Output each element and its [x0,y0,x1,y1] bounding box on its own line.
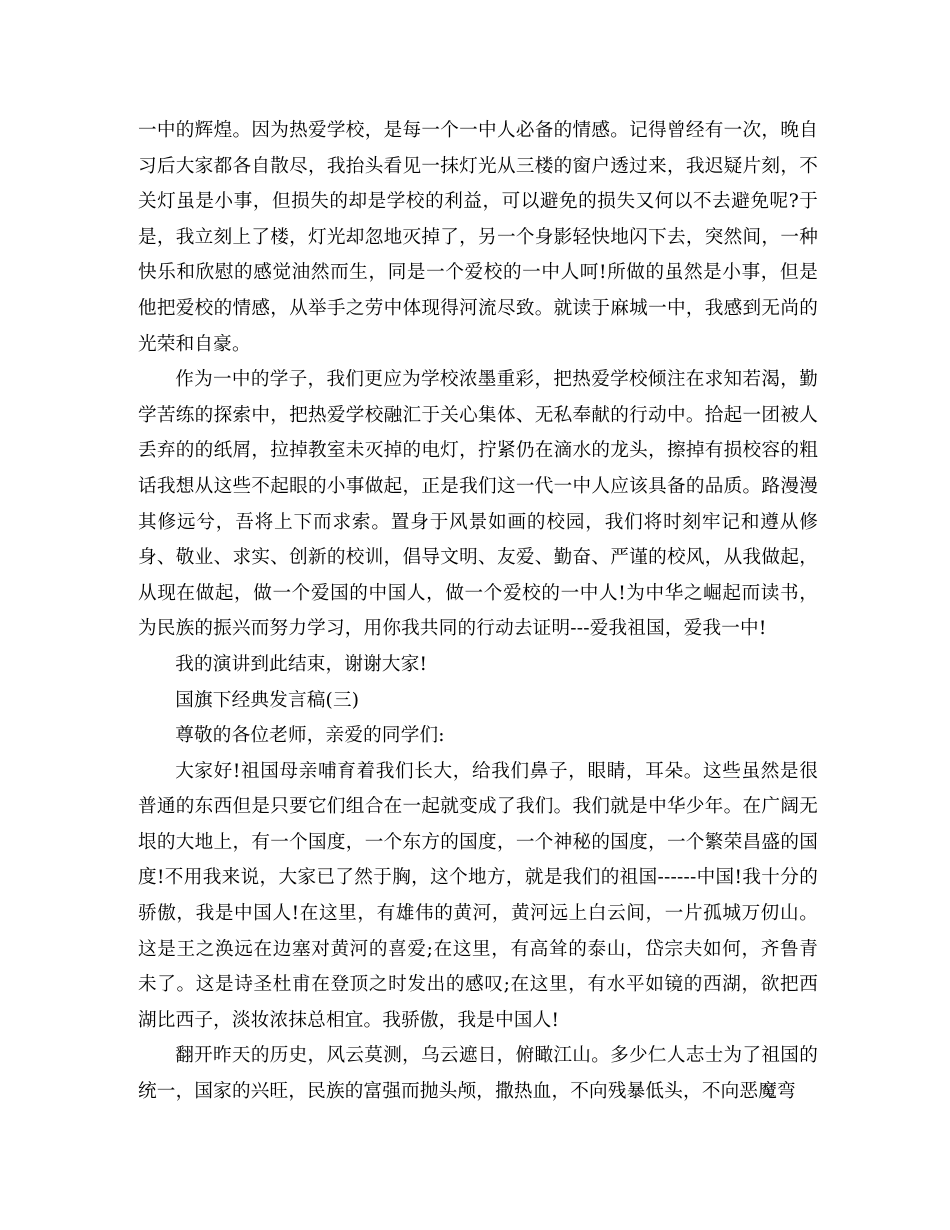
paragraph-history: 翻开昨天的历史，风云莫测，乌云遮日，俯瞰江山。多少仁人志士为了祖国的统一，国家的兴旺，民族的富强而抛头颅，撒热血，不向残暴低头，不向恶魔弯 [138,1045,818,1103]
document-body [138,113,818,1110]
paragraph-motherland: 大家好!祖国母亲哺育着我们长大，给我们鼻子，眼睛，耳朵。这些虽然是很普通的东西但是只要它们组合在一起就变成了我们。我们就是中华少年。在广阔无垠的大地上，有一个国度，一个东方的国度，一个神秘的国度，一个繁荣昌盛的国度!不用我来说，大家已了然于胸，这个地方，就是我们的祖国------中国!我十分的骄傲，我是中国人!在这里，有雄伟的黄河，黄河远上白云间，一片孤城万仞山。这是王之涣远在边塞对黄河的喜爱;在这里，有高耸的泰山，岱宗夫如何，齐鲁青未了。这是诗圣杜甫在登顶之时发出的感叹;在这里，有水平如镜的西湖，欲把西湖比西子，淡妆浓抹总相宜。我骄傲，我是中国人! [138,760,818,1031]
section-heading: 国旗下经典发言稿(三) [175,689,360,711]
paragraph-closing: 我的演讲到此结束，谢谢大家! [175,653,428,675]
salutation: 尊敬的各位老师，亲爱的同学们: [175,725,445,747]
paragraph-school-love: 一中的辉煌。因为热爱学校，是每一个一中人必备的情感。记得曾经有一次，晚自习后大家都各自散尽，我抬头看见一抹灯光从三楼的窗户透过来，我迟疑片刻，不关灯虽是小事，但损失的却是学校的利益，可以避免的损失又何以不去避免呢?于是，我立刻上了楼，灯光却忽地灭掉了，另一个身影轻快地闪下去，突然间，一种快乐和欣慰的感觉油然而生，同是一个爱校的一中人呵!所做的虽然是小事，但是他把爱校的情感，从举手之劳中体现得河流尽致。就读于麻城一中，我感到无尚的光荣和自豪。 [138,120,818,355]
paragraph-student-duty: 作为一中的学子，我们更应为学校浓墨重彩，把热爱学校倾注在求知若渴，勤学苦练的探索中，把热爱学校融汇于关心集体、无私奉献的行动中。拾起一团被人丢弃的的纸屑，拉掉教室未灭掉的电灯，拧紧仍在滴水的龙头，擦掉有损校容的粗话我想从这些不起眼的小事做起，正是我们这一代一中人应该具备的品质。路漫漫其修远兮，吾将上下而求索。置身于风景如画的校园，我们将时刻牢记和遵从修身、敬业、求实、创新的校训，倡导文明、友爱、勤奋、严谨的校风，从我做起，从现在做起，做一个爱国的中国人，做一个爱校的一中人!为中华之崛起而读书，为民族的振兴而努力学习，用你我共同的行动去证明---爱我祖国，爱我一中! [138,369,818,640]
